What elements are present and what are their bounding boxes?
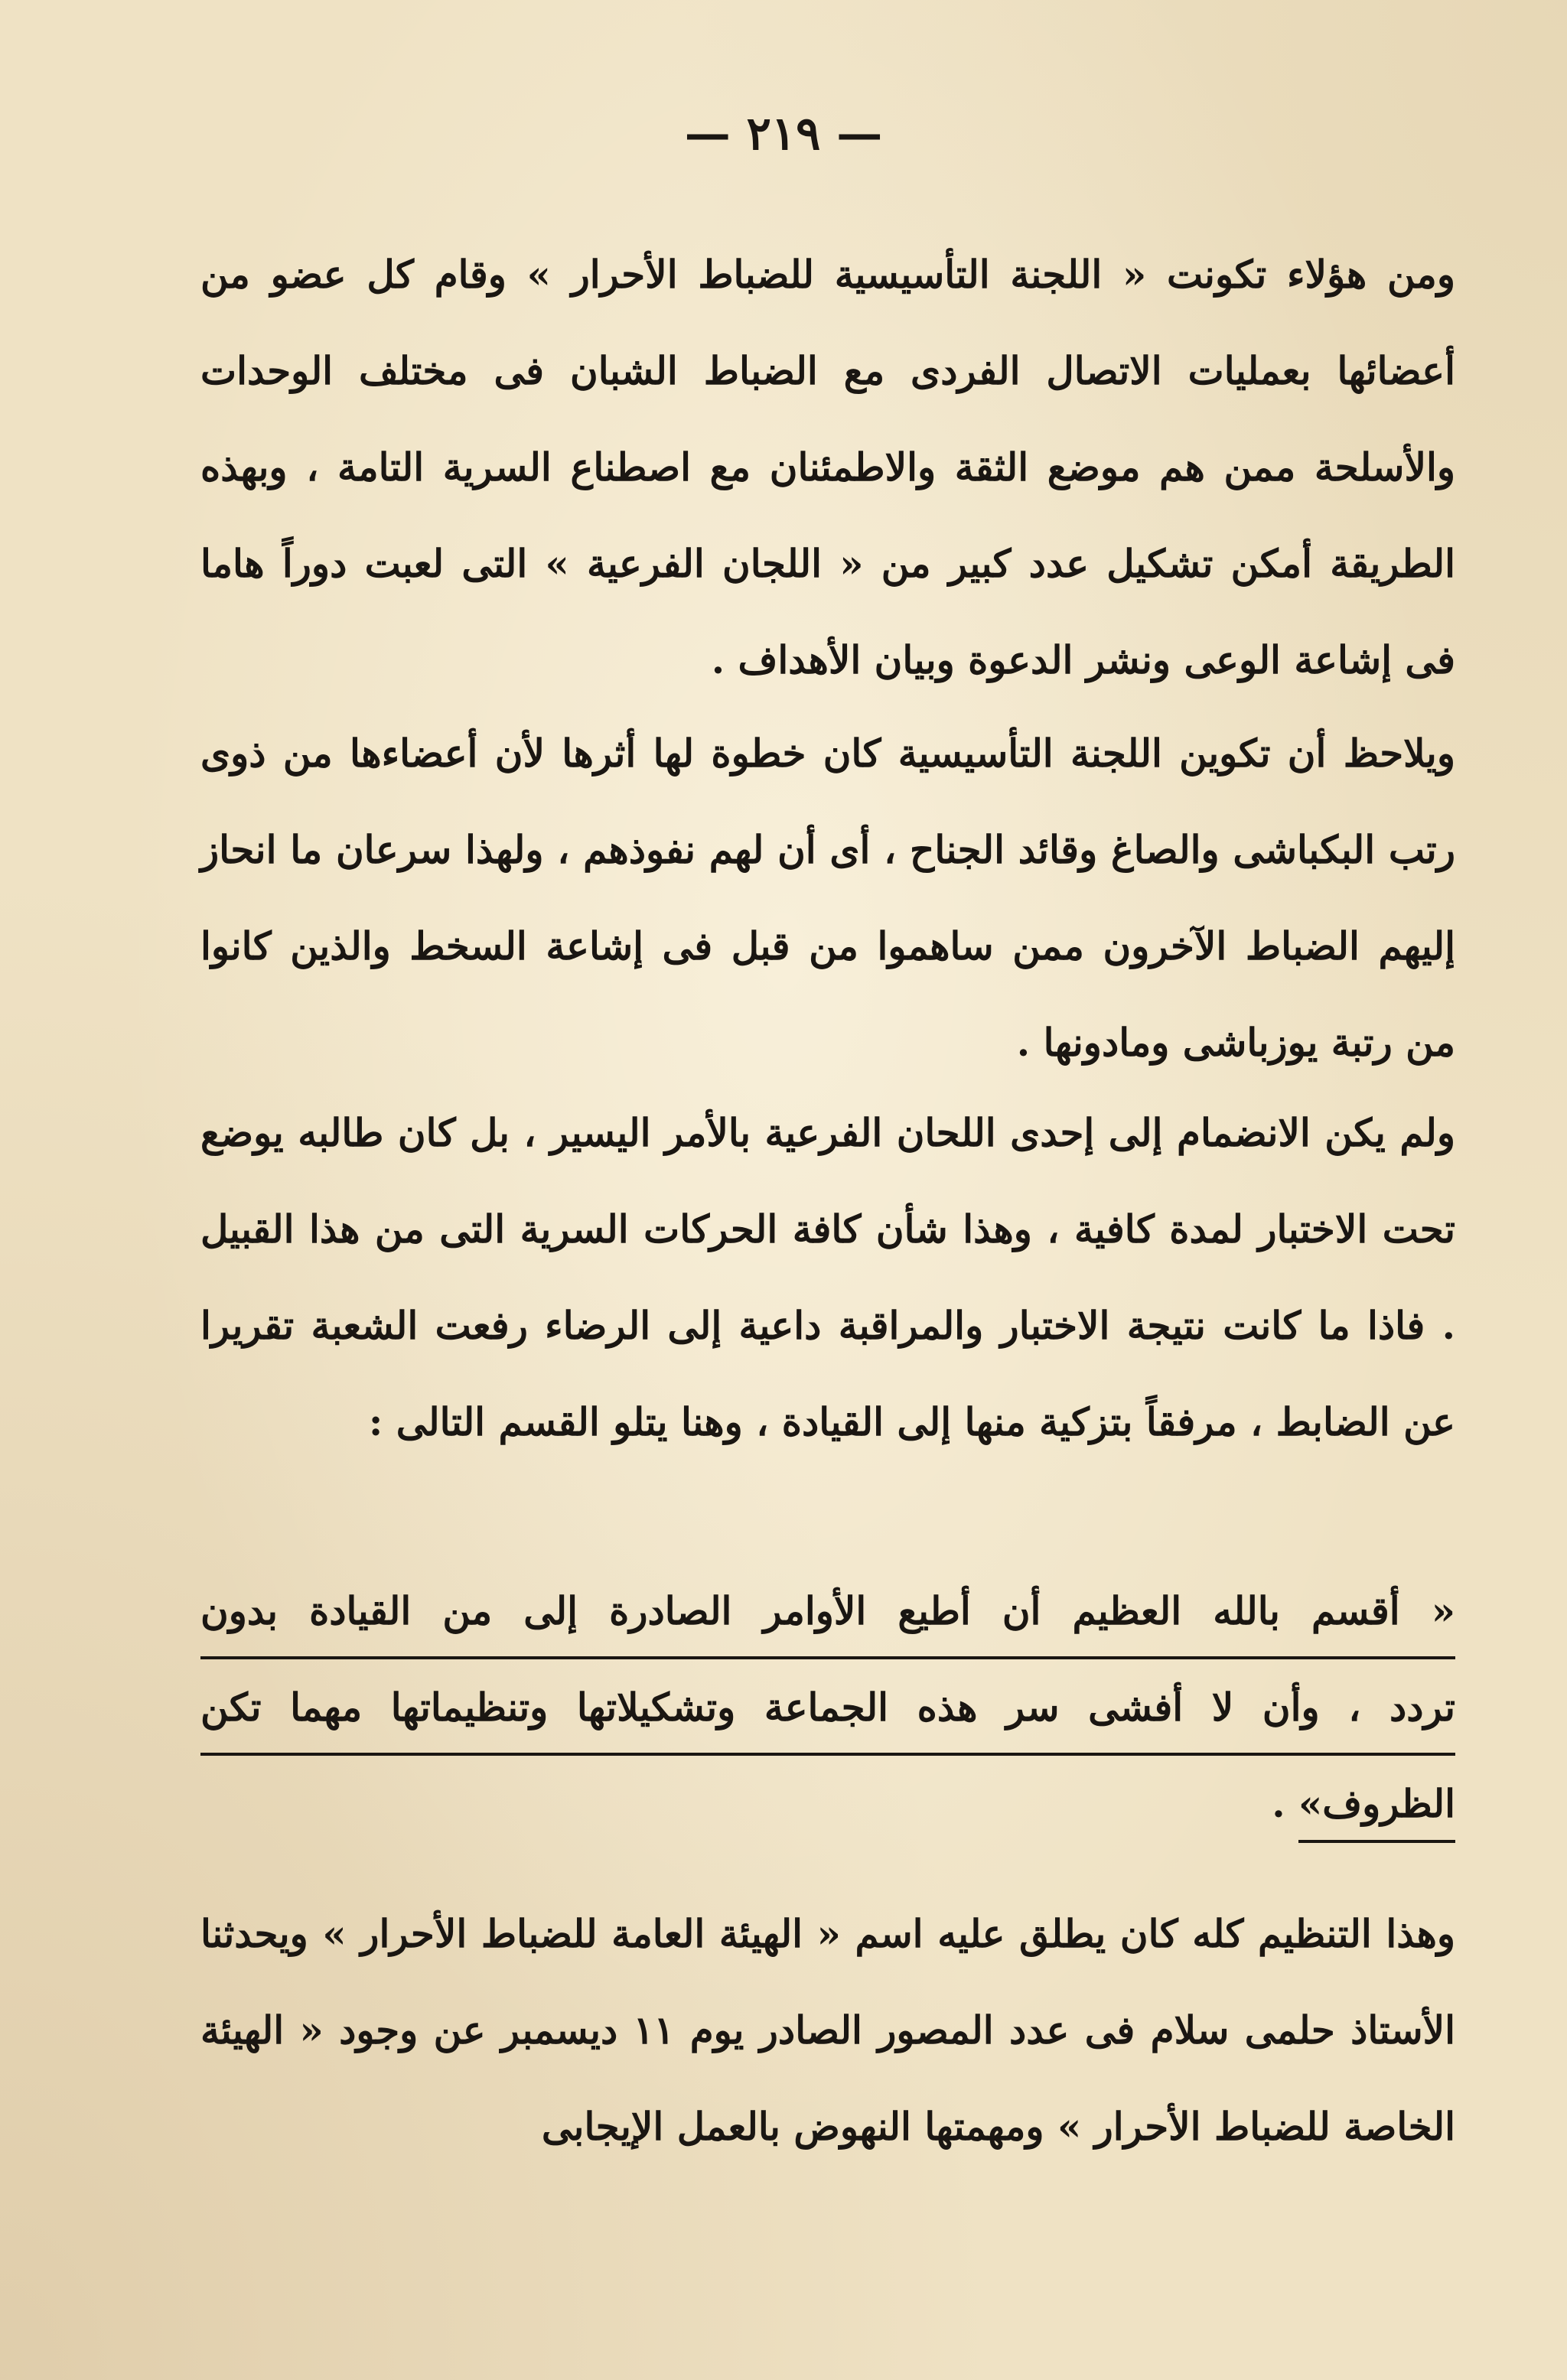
paragraph-text: ولم يكن الانضمام إلى إحدى اللحان الفرعية بالأمر اليسير ، بل كان طالبه يوضع تحت الاختبار لمدة كافية ، وهذا شأن كافة الحركات السرية التى من هذا القبيل . فاذا ما كانت نتيجة الاختبار والمراقبة داعية إلى الرضاء رفعت الشعبة تقريرا عن الضابط ، مرفقاً بتزكية منها إلى القيادة ، وهنا يتلو القسم التالى : bbox=[200, 1110, 1455, 1444]
page-number: — ٢١٩ — bbox=[684, 107, 883, 161]
oath-line-3-underlined: الظروف» bbox=[1298, 1781, 1455, 1843]
paragraph-founding-committee-ranks bbox=[200, 705, 1455, 1091]
paragraph-text: وهذا التنظيم كله كان يطلق عليه اسم « الهيئة العامة للضباط الأحرار » ويحدثنا الأستاذ حلمى سلام فى عدد المصور الصادر يوم ١١ ديسمبر عن وجود « الهيئة الخاصة للضباط الأحرار » ومهمتها النهوض بالعمل الإيجابى bbox=[200, 1911, 1456, 2149]
paragraph-text: ويلاحظ أن تكوين اللجنة التأسيسية كان خطوة لها أثرها لأن أعضاءها من ذوى رتب البكباشى والصاغ وقائد الجناح ، أى أن لهم نفوذهم ، ولهذا سرعان ما انحاز إليهم الضباط الآخرون ممن ساهموا من قبل فى إشاعة السخط والذين كانوا من رتبة يوزباشى ومادونها . bbox=[200, 731, 1455, 1065]
paragraph-constituent-committee bbox=[200, 226, 1455, 708]
paragraph-text: ومن هؤلاء تكونت « اللجنة التأسيسية للضباط الأحرار » وقام كل عضو من أعضائها بعمليات الاتصال الفردى مع الضباط الشبان فى مختلف الوحدات والأسلحة ممن هم موضع الثقة والاطمئنان مع اصطناع السرية التامة ، وبهذه الطريقة أمكن تشكيل عدد كبير من « اللجان الفرعية » التى لعبت دوراً هاما فى إشاعة الوعى ونشر الدعوة وبيان الأهداف . bbox=[200, 252, 1455, 682]
paragraph-joining-subcommittees bbox=[200, 1085, 1455, 1470]
oath-line-3-tail: . bbox=[1272, 1781, 1299, 1826]
oath-line-1: « أقسم بالله العظيم أن أطيع الأوامر الصادرة إلى من القيادة بدون bbox=[200, 1563, 1455, 1659]
paragraph-general-organization bbox=[200, 1886, 1455, 2175]
oath-quote bbox=[200, 1563, 1455, 1852]
oath-line-3 bbox=[200, 1756, 1455, 1852]
oath-line-2: تردد ، وأن لا أفشى سر هذه الجماعة وتشكيلاتها وتنظيماتها مهما تكن bbox=[200, 1659, 1455, 1756]
